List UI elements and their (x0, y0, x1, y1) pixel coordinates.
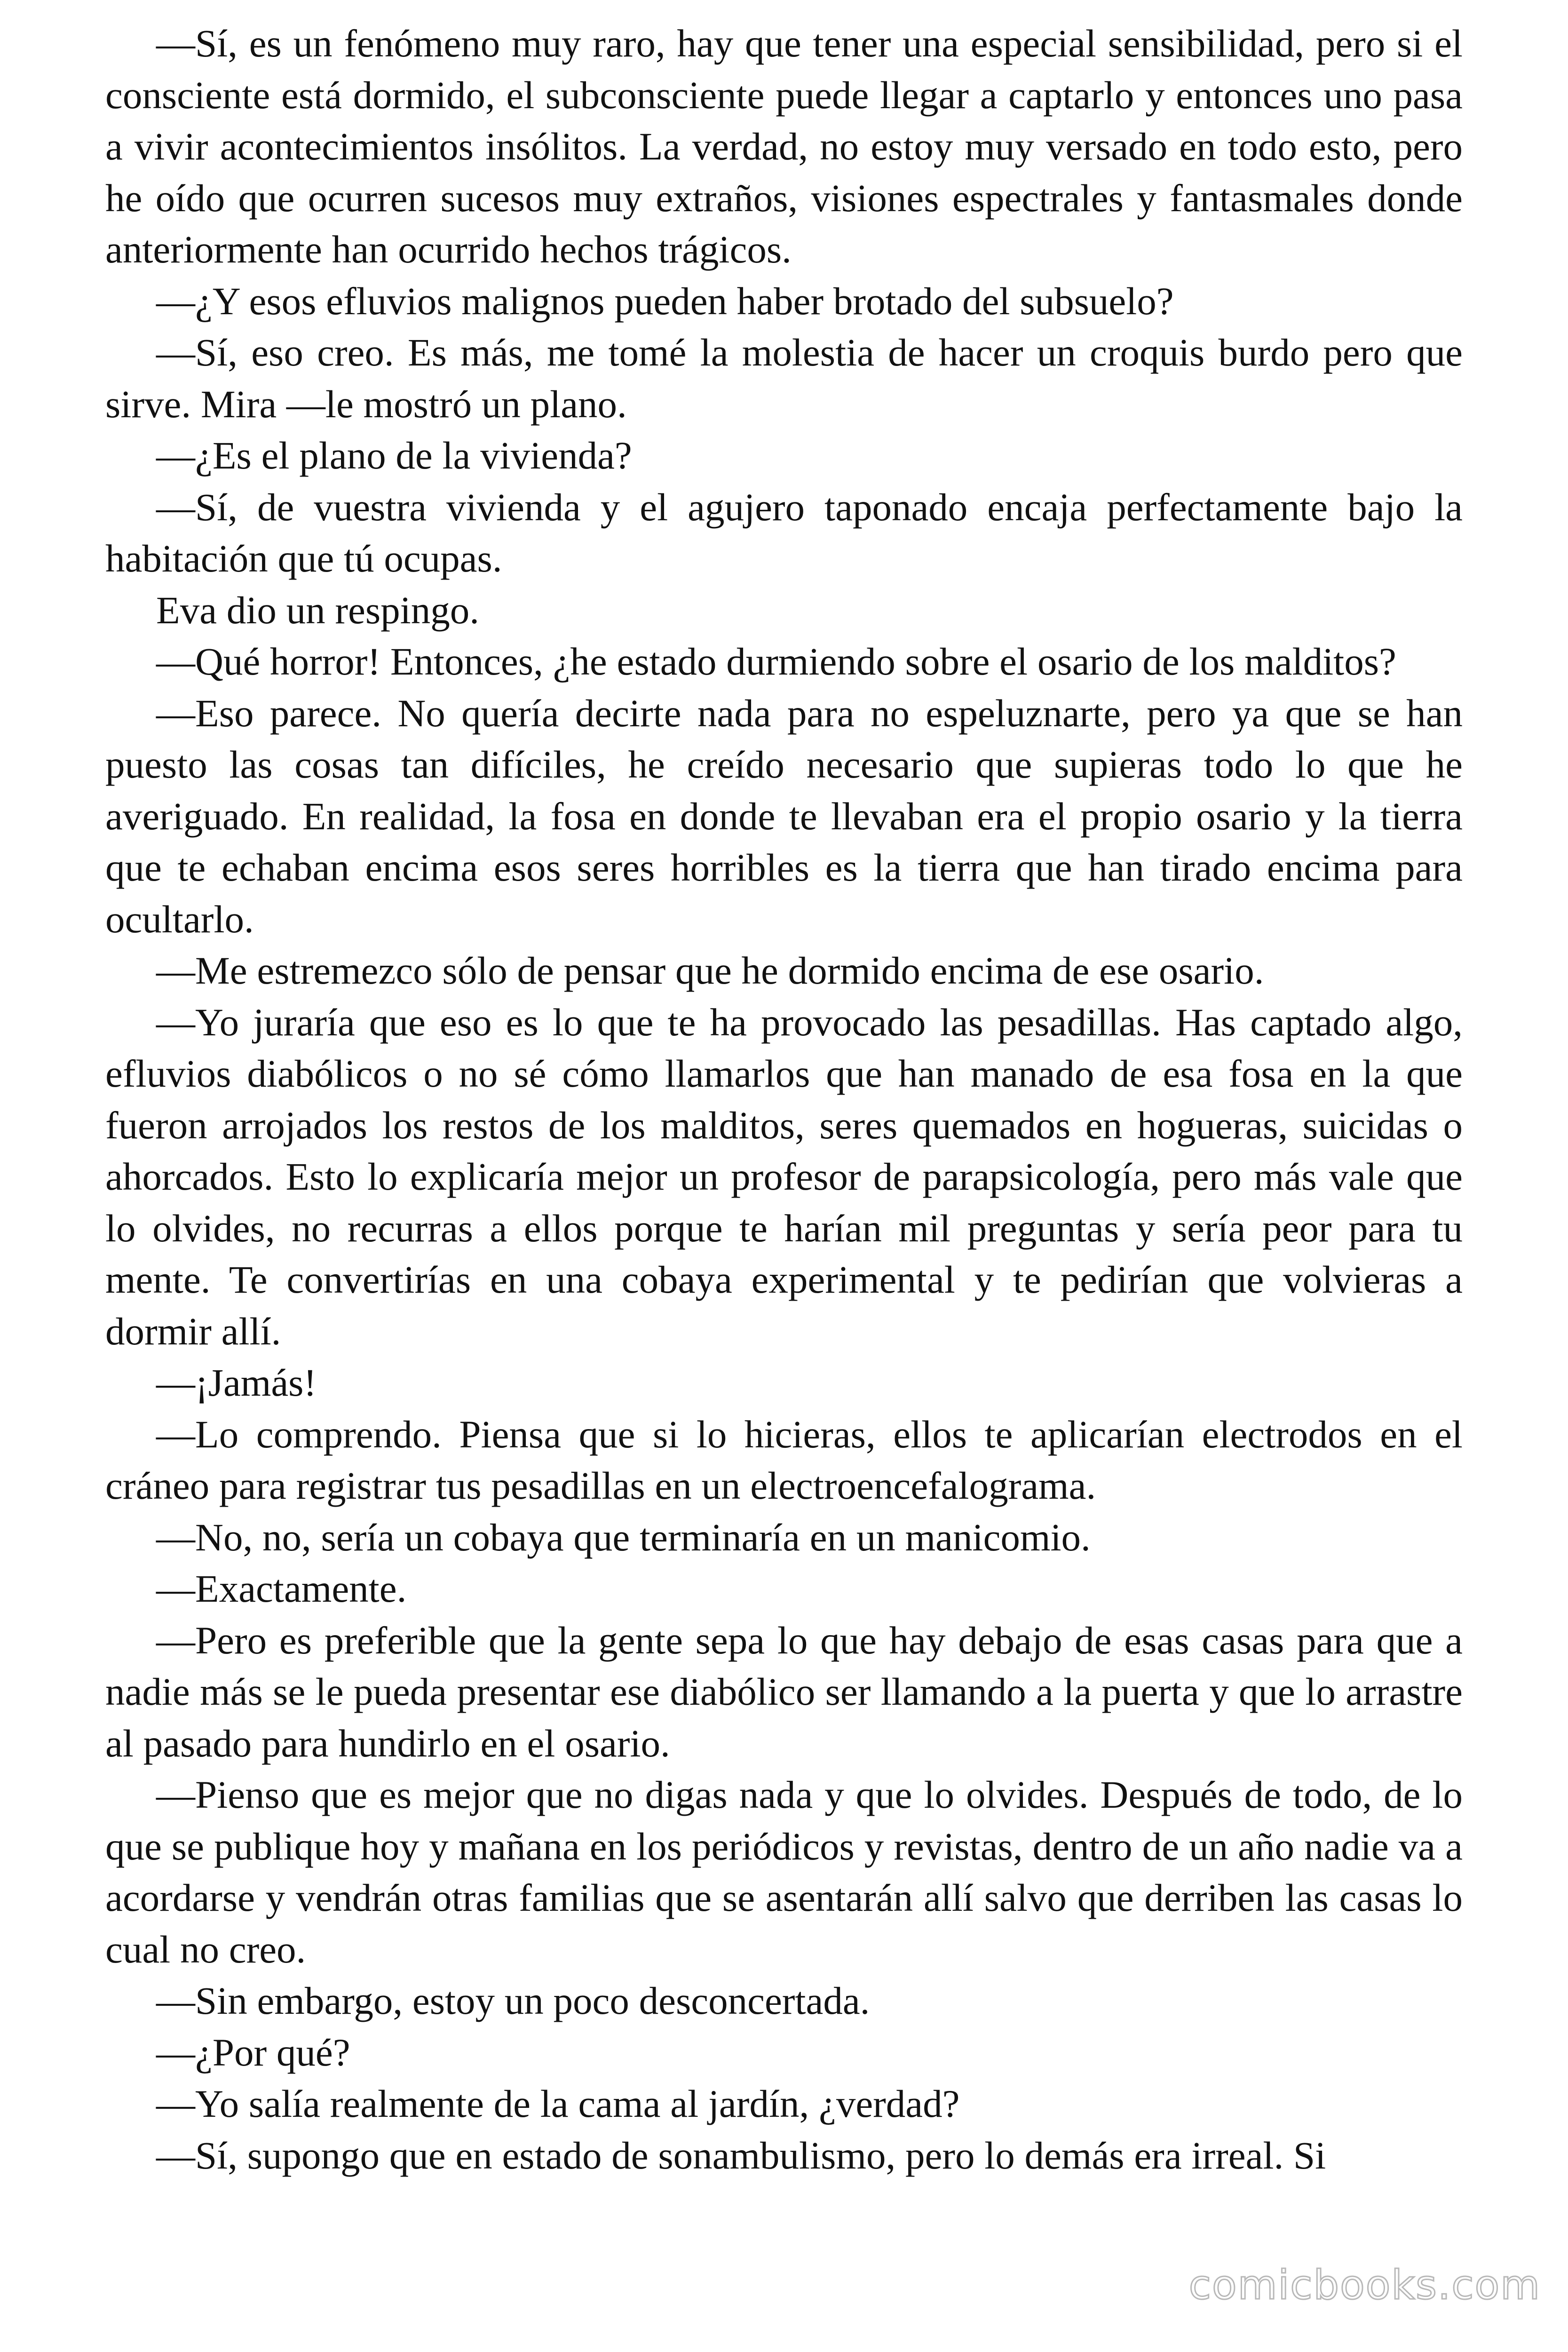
paragraph-18: —¿Por qué? (156, 2030, 350, 2074)
book-page (105, 18, 1463, 2181)
paragraph-13: —No, no, sería un cobaya que terminaría en un manicomio. (156, 1515, 1091, 1559)
paragraph-19: —Yo salía realmente de la cama al jardín, ¿verdad? (156, 2082, 960, 2125)
paragraph-1: —Sí, es un fenómeno muy raro, hay que tener una especial sensibilidad, pero si el consciente está dormido, el subconsciente puede llegar a captarlo y entonces uno pasa a vivir acontecimientos insólitos. La verdad, no estoy muy versado en todo esto, pero he oído que ocurren sucesos muy extraños, visiones espectrales y fantasmales donde anteriormente han ocurrido hechos trágicos. (105, 22, 1463, 271)
paragraph-8: —Eso parece. No quería decirte nada para no espeluznarte, pero ya que se han puesto las cosas tan difíciles, he creído necesario que supieras todo lo que he averiguado. En realidad, la fosa en donde te llevaban era el propio osario y la tierra que te echaban encima esos seres horribles es la tierra que han tirado encima para ocultarlo. (105, 691, 1463, 941)
paragraph-15: —Pero es preferible que la gente sepa lo que hay debajo de esas casas para que a nadie más se le pueda presentar ese diabólico ser llamando a la puerta y que lo arrastre al pasado para hundirlo en el osario. (105, 1618, 1463, 1765)
paragraph-4: —¿Es el plano de la vivienda? (156, 434, 632, 477)
paragraph-9: —Me estremezco sólo de pensar que he dormido encima de ese osario. (156, 949, 1264, 992)
paragraph-7: —Qué horror! Entonces, ¿he estado durmiendo sobre el osario de los malditos? (156, 640, 1396, 683)
paragraph-17: —Sin embargo, estoy un poco desconcertada. (156, 1979, 870, 2022)
paragraph-5: —Sí, de vuestra vivienda y el agujero taponado encaja perfectamente bajo la habitación que tú ocupas. (105, 485, 1463, 580)
paragraph-6: Eva dio un respingo. (156, 588, 479, 632)
paragraph-3: —Sí, eso creo. Es más, me tomé la molestia de hacer un croquis burdo pero que sirve. Mira —le mostró un plano. (105, 331, 1463, 426)
paragraph-10: —Yo juraría que eso es lo que te ha provocado las pesadillas. Has captado algo, efluvios diabólicos o no sé cómo llamarlos que han manado de esa fosa en la que fueron arrojados los restos de los malditos, seres quemados en hogueras, suicidas o ahorcados. Esto lo explicaría mejor un profesor de parapsicología, pero más vale que lo olvides, no recurras a ellos porque te harían mil preguntas y sería peor para tu mente. Te convertirías en una cobaya experimental y te pedirían que volvieras a dormir allí. (105, 1000, 1463, 1353)
paragraph-16: —Pienso que es mejor que no digas nada y que lo olvides. Después de todo, de lo que se publique hoy y mañana en los periódicos y revistas, dentro de un año nadie va a acordarse y vendrán otras familias que se asentarán allí salvo que derriben las casas lo cual no creo. (105, 1773, 1463, 1971)
paragraph-20: —Sí, supongo que en estado de sonambulismo, pero lo demás era irreal. Si (156, 2133, 1326, 2177)
paragraph-12: —Lo comprendo. Piensa que si lo hicieras, ellos te aplicarían electrodos en el cráneo para registrar tus pesadillas en un electroencefalograma. (105, 1412, 1463, 1507)
watermark: comicbooks.com (1188, 2262, 1541, 2309)
paragraph-2: —¿Y esos efluvios malignos pueden haber brotado del subsuelo? (156, 279, 1174, 323)
paragraph-11: —¡Jamás! (156, 1361, 317, 1404)
paragraph-14: —Exactamente. (156, 1567, 407, 1610)
